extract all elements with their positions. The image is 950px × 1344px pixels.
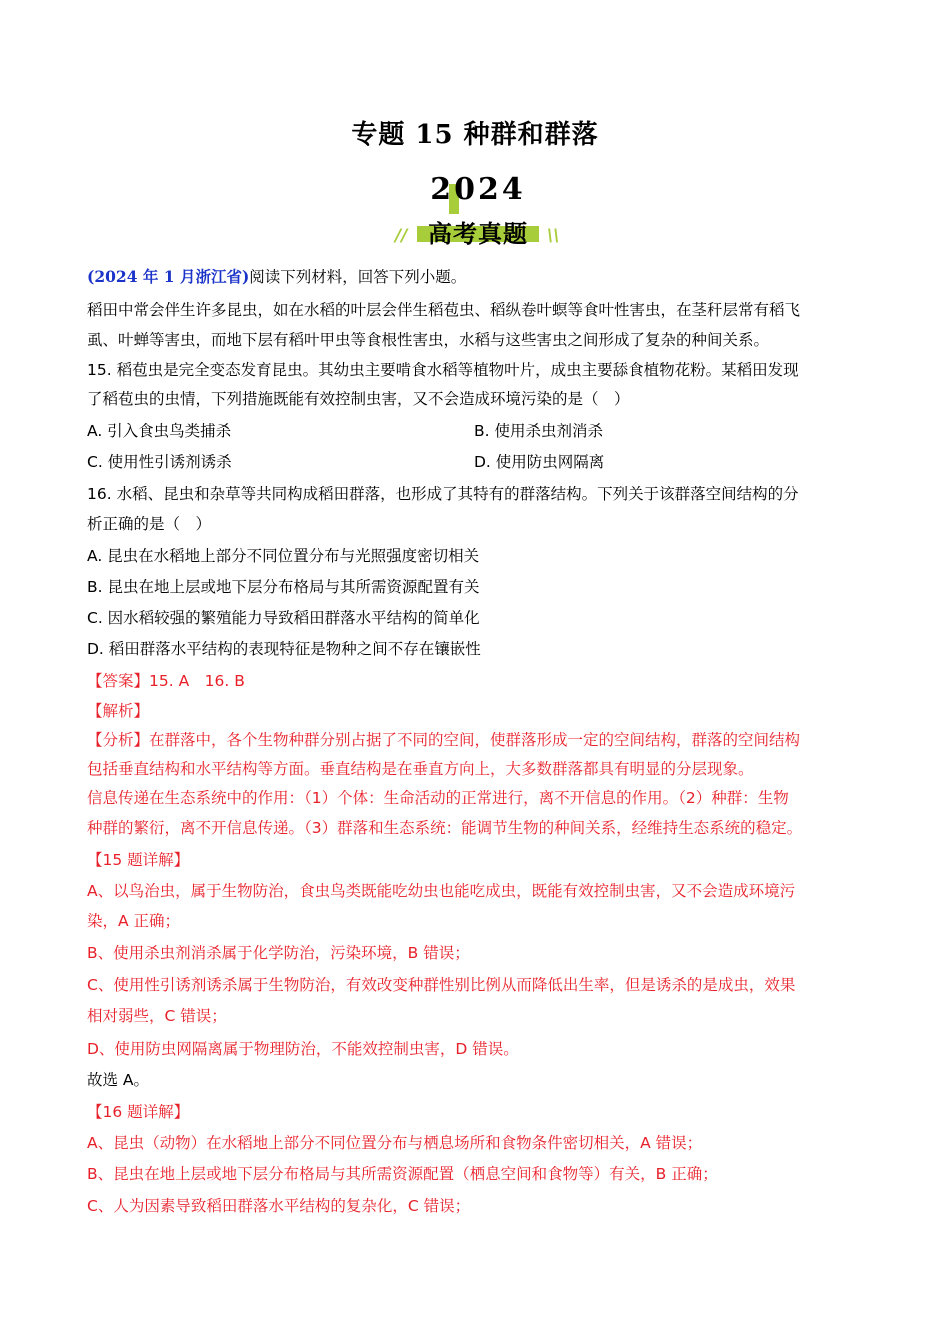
- detail-16-line: B、昆虫在地上层或地下层分布格局与其所需资源配置（栖息空间和食物等）有关，B 正确；: [87, 1165, 718, 1183]
- analysis-line: 信息传递在生态系统中的作用：（1）个体：生命活动的正常进行，离不开信息的作用。（2）种群：生物: [87, 789, 789, 807]
- section-banner: 高考真题: [428, 220, 528, 248]
- analysis-line: 包括垂直结构和水平结构等方面。垂直结构是在垂直方向上，大多数群落都具有明显的分层现象。: [87, 760, 754, 778]
- analysis-label: 【解析】: [87, 702, 150, 720]
- question-source-line: [87, 266, 466, 288]
- question-intro: 阅读下列材料，回答下列小题。: [249, 268, 467, 286]
- detail-15-line: 染，A 正确；: [87, 912, 181, 930]
- q15-option-b: B. 使用杀虫剂消杀: [474, 422, 603, 440]
- analysis-line: 种群的繁衍，离不开信息传递。（3）群落和生态系统：能调节生物的种间关系，经维持生态系统的稳定。: [87, 819, 803, 837]
- detail-15-label: 【15 题详解】: [87, 851, 190, 869]
- year-text: 2024: [430, 172, 526, 207]
- q15-option-a: A. 引入食虫鸟类捕杀: [87, 422, 232, 440]
- q16-stem: 析正确的是（ ）: [87, 515, 212, 533]
- page-title: 专题 15 种群和群落: [351, 120, 599, 150]
- detail-15-conclusion: 故选 A。: [87, 1071, 150, 1089]
- right-slash-decoration: \\: [547, 226, 560, 246]
- detail-16-label: 【16 题详解】: [87, 1103, 190, 1121]
- detail-16-line: C、人为因素导致稻田群落水平结构的复杂化，C 错误；: [87, 1197, 471, 1215]
- detail-16-line: A、昆虫（动物）在水稻地上部分不同位置分布与栖息场所和食物条件密切相关，A 错误；: [87, 1134, 703, 1152]
- detail-15-line: D、使用防虫网隔离属于物理防治，不能效控制虫害，D 错误。: [87, 1040, 519, 1058]
- q16-option-a: A. 昆虫在水稻地上部分不同位置分布与光照强度密切相关: [87, 547, 480, 565]
- question-source: (2024 年 1 月浙江省): [87, 267, 250, 286]
- q15-stem: 了稻苞虫的虫情，下列措施既能有效控制虫害，又不会造成环境污染的是（ ）: [87, 390, 630, 408]
- material-line: 虱、叶蝉等害虫，而地下层有稻叶甲虫等食根性害虫，水稻与这些害虫之间形成了复杂的种间关系。: [87, 331, 770, 349]
- q15-option-c: C. 使用性引诱剂诱杀: [87, 453, 232, 471]
- q16-stem: 16. 水稻、昆虫和杂草等共同构成稻田群落，也形成了其特有的群落结构。下列关于该群落空间结构的分: [87, 485, 799, 503]
- q15-stem: 15. 稻苞虫是完全变态发育昆虫。其幼虫主要啃食水稻等植物叶片，成虫主要舔食植物花粉。某稻田发现: [87, 361, 799, 379]
- q16-option-b: B. 昆虫在地上层或地下层分布格局与其所需资源配置有关: [87, 578, 480, 596]
- analysis-line: 【分析】在群落中，各个生物种群分别占据了不同的空间，使群落形成一定的空间结构，群落的空间结构: [87, 731, 801, 749]
- left-slash-decoration: //: [395, 226, 408, 246]
- detail-15-line: A、以鸟治虫，属于生物防治，食虫鸟类既能吃幼虫也能吃成虫，既能有效控制虫害，又不会造成环境污: [87, 882, 796, 900]
- q15-option-d: D. 使用防虫网隔离: [474, 453, 605, 471]
- q16-option-d: D. 稻田群落水平结构的表现特征是物种之间不存在镶嵌性: [87, 640, 481, 658]
- detail-15-line: B、使用杀虫剂消杀属于化学防治，污染环境，B 错误；: [87, 944, 470, 962]
- q16-option-c: C. 因水稻较强的繁殖能力导致稻田群落水平结构的简单化: [87, 609, 480, 627]
- material-line: 稻田中常会伴生许多昆虫，如在水稻的叶层会伴生稻苞虫、稻纵卷叶螟等食叶性害虫，在茎秆层常有稻飞: [87, 301, 801, 319]
- year-badge: [383, 168, 573, 250]
- detail-15-line: 相对弱些，C 错误；: [87, 1007, 227, 1025]
- detail-15-line: C、使用性引诱剂诱杀属于生物防治，有效改变种群性别比例从而降低出生率，但是诱杀的是成虫，效果: [87, 976, 796, 994]
- answer-line: 【答案】15. A 16. B: [87, 672, 245, 690]
